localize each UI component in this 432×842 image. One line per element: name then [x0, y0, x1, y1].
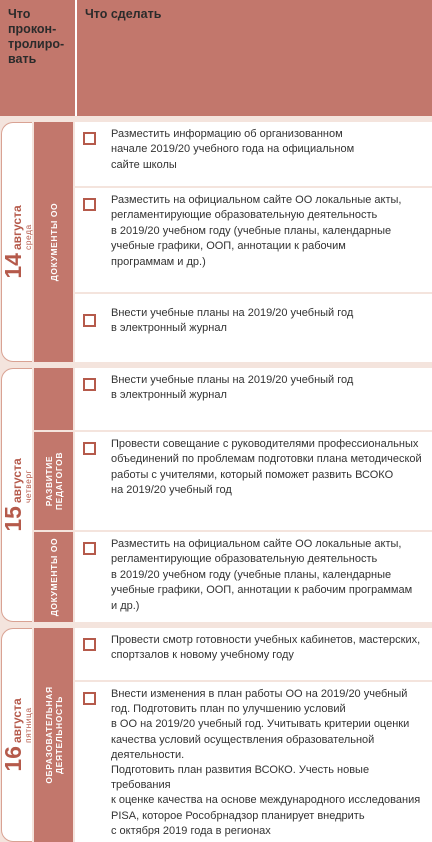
day-month: августа	[9, 205, 24, 251]
task-checkbox[interactable]	[83, 314, 96, 327]
task-text: Провести совещание с руководителями профессиональных объединений по проблемам подготовки плана методической работы с учителями, который поможет развить ВСОКО на 2019/20 учебный год	[111, 438, 422, 497]
day-number: 14	[0, 253, 26, 279]
category-educational-activity	[34, 628, 73, 842]
task-text: Внести изменения в план работы ОО на 2019/20 учебный год. Подготовить план по улучшению условий в ОО на 2019/20 учебный год. Учитывать критерии оценки качества условий осуществления образовательной деятельности. Подготовить план развития ВСОКО. Учесть новые требования к оценке качества на основе международного исследования PISA, которое Рособрнадзор планирует внедрить с октября 2019 года в регионах	[111, 688, 421, 837]
category-label: РАЗВИТИЕ ПЕДАГОГОВ	[43, 451, 64, 511]
task-item	[75, 682, 432, 842]
task-checkbox[interactable]	[83, 692, 96, 705]
day-label	[2, 205, 33, 278]
task-item	[75, 432, 432, 530]
day-label	[2, 698, 33, 771]
task-text: Разместить информацию об организованном начале 2019/20 учебного года на официальном сайте школы	[111, 128, 355, 171]
day-number: 15	[0, 506, 26, 532]
task-item	[75, 188, 432, 292]
task-text: Разместить на официальном сайте ОО локальные акты, регламентирующие образовательную деятельность в 2019/20 учебном году (учебные планы, календарные учебные графики, ООП, аннотации к рабочим программам и др.)	[111, 538, 413, 612]
task-text: Разместить на официальном сайте ОО локальные акты, регламентирующие образовательную деятельность в 2019/20 учебном году (учебные планы, календарные учебные графики, ООП, аннотации к рабочим программам и др.)	[111, 194, 402, 268]
category-documents	[34, 532, 73, 622]
task-text: Провести смотр готовности учебных кабинетов, мастерских, спортзалов к новому учебному году	[111, 634, 421, 662]
category-label: ДОКУМЕНТЫ ОО	[48, 537, 59, 617]
day-block-14	[1, 122, 32, 362]
day-month: августа	[9, 698, 24, 744]
task-item	[75, 122, 432, 186]
category-empty	[34, 368, 73, 430]
header-control-column: Что прокон- тролиро- вать	[8, 7, 65, 66]
day-block-15	[1, 368, 32, 622]
category-label: ДОКУМЕНТЫ ОО	[48, 202, 59, 282]
task-item	[75, 294, 432, 362]
category-documents	[34, 122, 73, 362]
task-checkbox[interactable]	[83, 442, 96, 455]
task-item	[75, 368, 432, 430]
header-action-column: Что сделать	[85, 7, 162, 21]
task-checkbox[interactable]	[83, 132, 96, 145]
day-number: 16	[0, 746, 26, 772]
day-month: августа	[9, 458, 24, 504]
task-text: Внести учебные планы на 2019/20 учебный год в электронный журнал	[111, 374, 354, 402]
category-label: ОБРАЗОВАТЕЛЬНАЯ ДЕЯТЕЛЬНОСТЬ	[43, 686, 64, 784]
task-checkbox[interactable]	[83, 198, 96, 211]
day-weekday: четверг	[22, 469, 33, 504]
day-weekday: пятница	[22, 707, 33, 744]
day-label	[2, 458, 33, 531]
day-weekday: среда	[22, 224, 33, 251]
day-block-16	[1, 628, 32, 842]
category-teacher-development	[34, 432, 73, 530]
task-item	[75, 628, 432, 680]
task-checkbox[interactable]	[83, 542, 96, 555]
task-checkbox[interactable]	[83, 638, 96, 651]
task-text: Внести учебные планы на 2019/20 учебный год в электронный журнал	[111, 307, 354, 335]
task-item	[75, 532, 432, 622]
task-checkbox[interactable]	[83, 378, 96, 391]
